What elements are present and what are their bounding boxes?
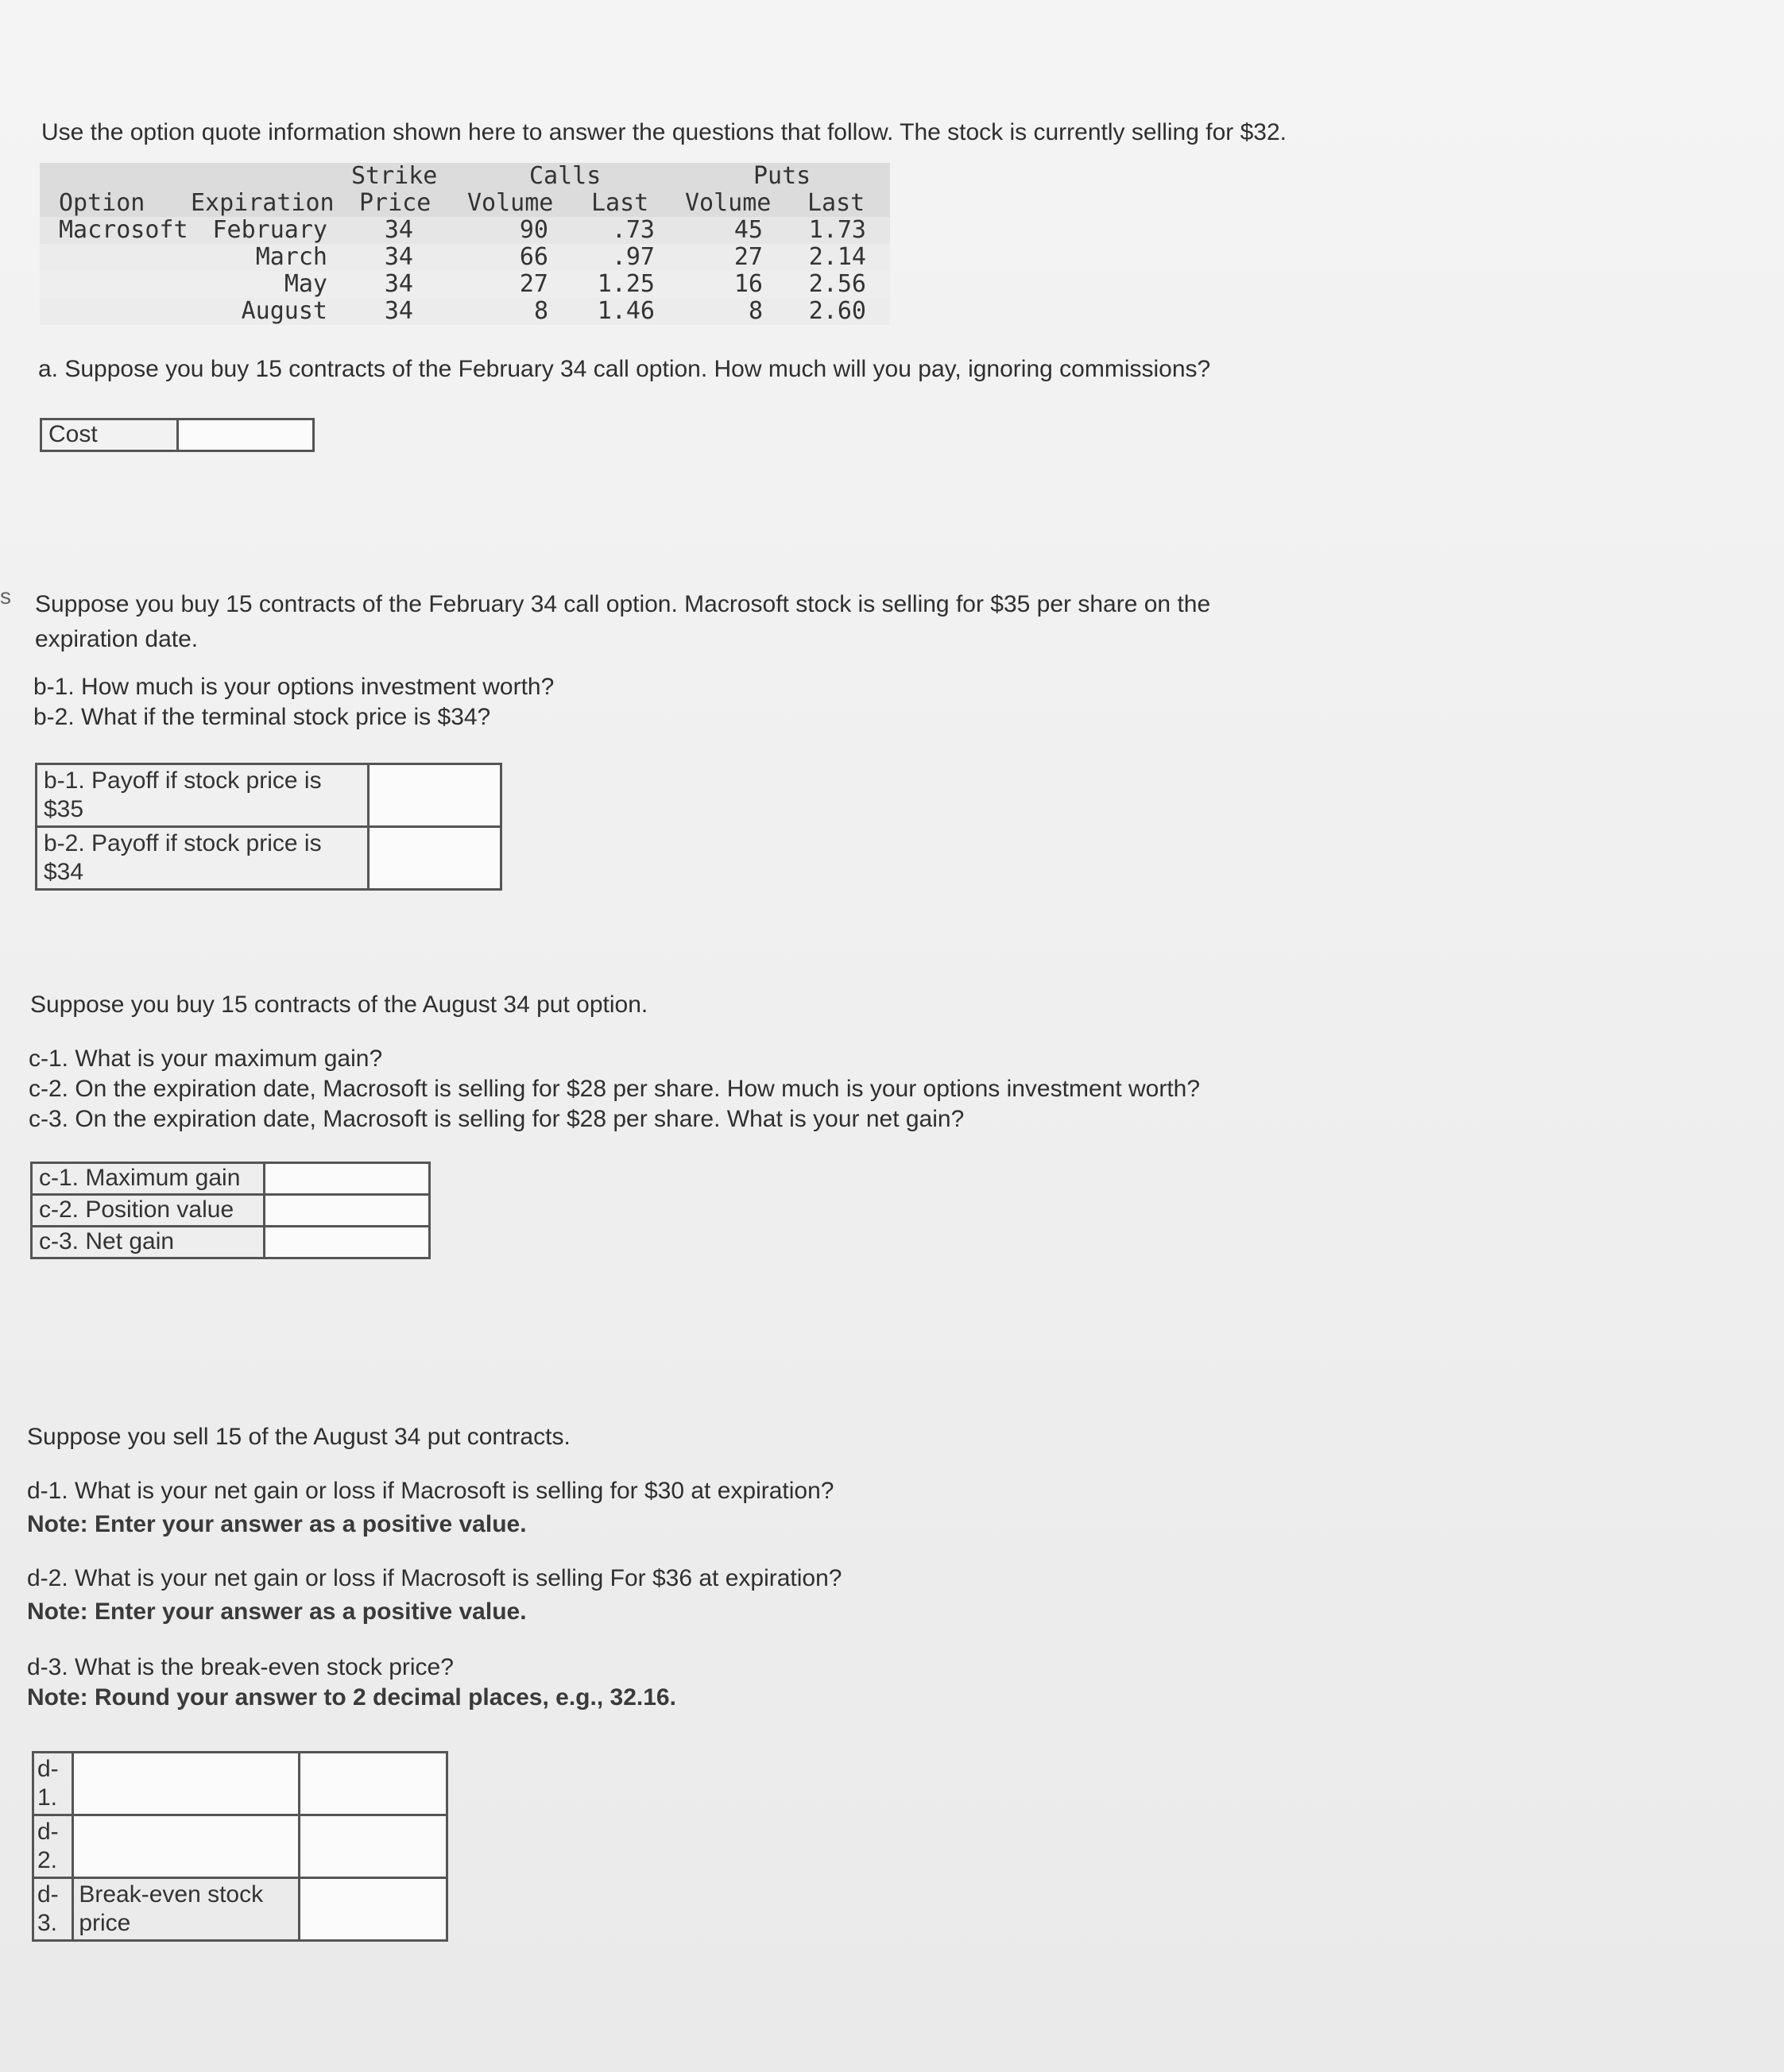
question-c3: c-3. On the expiration date, Macrosoft is selling for $28 per share. What is your net gain? (29, 1106, 965, 1132)
row-calls-last: .97 (611, 243, 655, 271)
row-calls-volume: 27 (519, 270, 548, 298)
d1-dropdown[interactable] (73, 1753, 300, 1815)
part-d-intro: Suppose you sell 15 of the August 34 put contracts. (27, 1424, 571, 1450)
header-calls: Calls (529, 162, 602, 190)
note-d3: Note: Round your answer to 2 decimal places, e.g., 32.16. (27, 1684, 676, 1711)
row-puts-volume: 8 (748, 297, 763, 325)
cost-input[interactable] (178, 419, 314, 451)
d3-label-line1: d- (37, 1881, 59, 1908)
note-d2: Note: Enter your answer as a positive value. (27, 1598, 527, 1625)
question-d3: d-3. What is the break-even stock price? (27, 1654, 454, 1680)
c3-input[interactable] (264, 1227, 429, 1258)
part-b-intro-line2: expiration date. (35, 626, 199, 652)
payoff-b2-label-line1: b-2. Payoff if stock price is (44, 830, 322, 856)
d3-label-line2: 3. (37, 1910, 58, 1936)
question-c2: c-2. On the expiration date, Macrosoft is selling for $28 per share. How much is your options investment worth? (29, 1076, 1201, 1102)
c2-input[interactable] (264, 1195, 429, 1227)
header-puts-last: Last (807, 189, 865, 217)
c1-label: c-1. Maximum gain (32, 1163, 265, 1195)
d1-label-line1: d- (37, 1756, 59, 1782)
row-expiration: May (284, 270, 327, 298)
payoff-b2-label (37, 827, 369, 890)
d2-label-line1: d- (37, 1819, 59, 1845)
d2-input[interactable] (299, 1815, 447, 1878)
c3-label: c-3. Net gain (32, 1227, 265, 1258)
d2-label (33, 1815, 73, 1878)
d3-breakeven-label (73, 1878, 300, 1941)
d1-label-line2: 1. (37, 1784, 58, 1811)
row-calls-last: .73 (611, 216, 655, 244)
row-strike: 34 (384, 297, 413, 325)
header-calls-last: Last (591, 189, 649, 217)
row-puts-volume: 16 (733, 270, 763, 298)
put-gain-table (30, 1162, 431, 1259)
intro-text: Use the option quote information shown here to answer the questions that follow. The stock is currently selling for $32. (41, 119, 1287, 145)
header-strike: Strike (351, 162, 438, 190)
payoff-b2-label-line2: $34 (44, 859, 84, 885)
header-calls-volume: Volume (467, 189, 554, 217)
row-puts-last: 2.60 (808, 297, 866, 325)
question-a: a. Suppose you buy 15 contracts of the February 34 call option. How much will you pay, ignoring commissions? (38, 356, 1211, 382)
payoff-b1-label-line2: $35 (44, 796, 84, 822)
row-puts-volume: 27 (733, 243, 763, 271)
question-b2: b-2. What if the terminal stock price is $34? (33, 704, 491, 730)
d2-label-line2: 2. (37, 1847, 58, 1873)
d3-breakeven-line2: price (79, 1910, 131, 1936)
option-quote-table (40, 163, 890, 334)
row-calls-last: 1.46 (597, 297, 655, 325)
part-c-intro: Suppose you buy 15 contracts of the August 34 put option. (30, 992, 648, 1018)
header-expiration: Expiration (191, 189, 335, 217)
d2-dropdown[interactable] (73, 1815, 300, 1878)
part-b-intro-line1: Suppose you buy 15 contracts of the February 34 call option. Macrosoft stock is selling for $35 per share on the (35, 591, 1211, 617)
payoff-b1-label-line1: b-1. Payoff if stock price is (44, 767, 322, 794)
sell-put-table (32, 1751, 448, 1942)
row-expiration: March (255, 243, 327, 271)
row-calls-volume: 8 (533, 297, 548, 325)
payoff-b1-input[interactable] (369, 764, 501, 827)
row-calls-last: 1.25 (597, 270, 655, 298)
d1-input[interactable] (299, 1753, 447, 1815)
header-option: Option (59, 189, 145, 217)
cost-label: Cost (41, 419, 178, 451)
question-c1: c-1. What is your maximum gain? (29, 1046, 383, 1072)
header-puts: Puts (753, 162, 811, 190)
row-puts-last: 2.56 (808, 270, 866, 298)
question-d1: d-1. What is your net gain or loss if Macrosoft is selling for $30 at expiration? (27, 1478, 834, 1504)
d3-label (33, 1878, 73, 1941)
row-strike: 34 (384, 243, 413, 271)
row-puts-last: 2.14 (808, 243, 866, 271)
row-puts-volume: 45 (733, 216, 763, 244)
header-price: Price (359, 189, 431, 217)
row-calls-volume: 66 (519, 243, 548, 271)
row-calls-volume: 90 (519, 216, 548, 244)
d3-breakeven-line1: Break-even stock (79, 1881, 264, 1908)
question-d2: d-2. What is your net gain or loss if Macrosoft is selling For $36 at expiration? (27, 1565, 842, 1591)
payoff-b1-label (37, 764, 369, 827)
row-expiration: February (212, 216, 327, 244)
d1-label (33, 1753, 73, 1815)
row-strike: 34 (384, 270, 413, 298)
row-puts-last: 1.73 (808, 216, 866, 244)
payoff-table (35, 763, 502, 891)
note-d1: Note: Enter your answer as a positive value. (27, 1511, 527, 1537)
cost-table (40, 418, 315, 452)
row-expiration: August (241, 297, 327, 325)
payoff-b2-input[interactable] (369, 827, 501, 890)
header-puts-volume: Volume (685, 189, 772, 217)
margin-mark: s (0, 584, 11, 609)
question-b1: b-1. How much is your options investment worth? (33, 674, 555, 700)
c1-input[interactable] (264, 1163, 429, 1195)
d3-input[interactable] (299, 1878, 447, 1941)
row-strike: 34 (384, 216, 413, 244)
row-option: Macrosoft (59, 216, 188, 244)
c2-label: c-2. Position value (32, 1195, 265, 1227)
